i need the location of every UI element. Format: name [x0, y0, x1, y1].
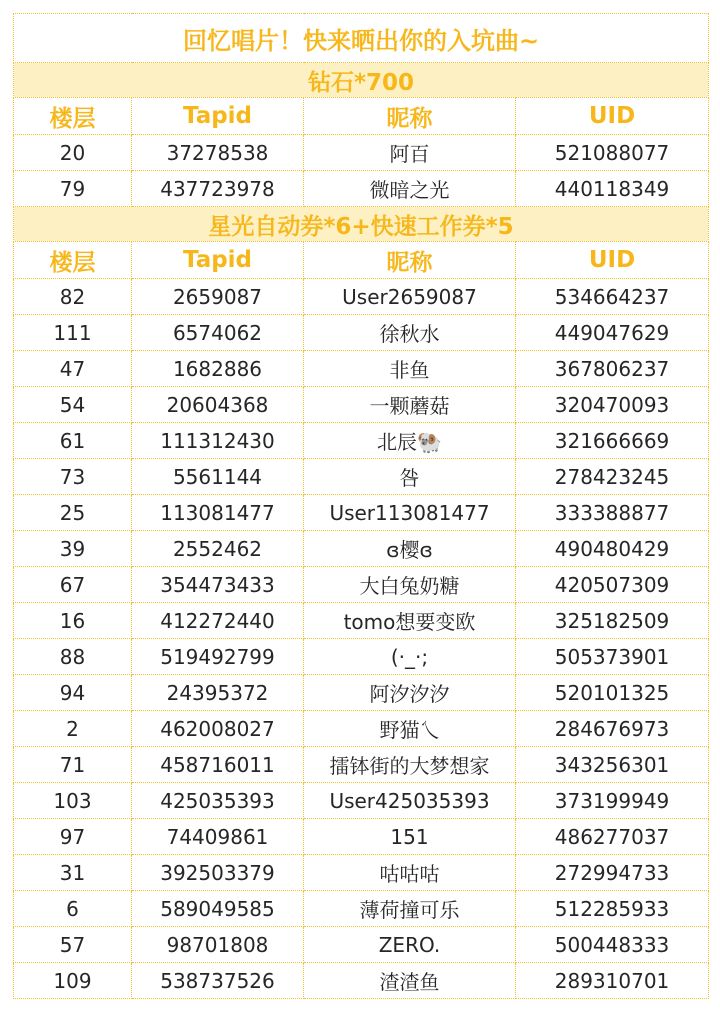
nickname-cell: 徐秋水 — [304, 315, 516, 351]
tapid-cell: 462008027 — [132, 711, 304, 747]
floor-cell: 71 — [14, 747, 132, 783]
prize-row — [14, 207, 709, 242]
table-row — [14, 459, 709, 495]
table-row — [14, 135, 709, 171]
nickname-cell: 大白兔奶糖 — [304, 567, 516, 603]
uid-cell: 289310701 — [516, 963, 709, 999]
header-nickname: 昵称 — [304, 242, 516, 279]
uid-cell: 490480429 — [516, 531, 709, 567]
floor-cell: 79 — [14, 171, 132, 207]
uid-cell: 521088077 — [516, 135, 709, 171]
header-row — [14, 242, 709, 279]
nickname-cell: 阿百 — [304, 135, 516, 171]
nickname-cell: tomo想要变欧 — [304, 603, 516, 639]
tapid-cell: 437723978 — [132, 171, 304, 207]
tapid-cell: 354473433 — [132, 567, 304, 603]
table-row — [14, 351, 709, 387]
table-row — [14, 567, 709, 603]
tapid-cell: 412272440 — [132, 603, 304, 639]
title-row — [14, 14, 709, 63]
tapid-cell: 37278538 — [132, 135, 304, 171]
winners-table — [13, 13, 709, 999]
winners-sheet — [13, 13, 708, 999]
header-floor: 楼层 — [14, 242, 132, 279]
nickname-cell: 北辰🐏 — [304, 423, 516, 459]
uid-cell: 512285933 — [516, 891, 709, 927]
nickname-cell: 渣渣鱼 — [304, 963, 516, 999]
nickname-cell: 阿汐汐汐 — [304, 675, 516, 711]
nickname-cell: 一颗蘑菇 — [304, 387, 516, 423]
table-row — [14, 495, 709, 531]
table-row — [14, 387, 709, 423]
nickname-cell: User113081477 — [304, 495, 516, 531]
table-row — [14, 747, 709, 783]
floor-cell: 39 — [14, 531, 132, 567]
table-row — [14, 963, 709, 999]
table-row — [14, 531, 709, 567]
floor-cell: 57 — [14, 927, 132, 963]
tapid-cell: 1682886 — [132, 351, 304, 387]
floor-cell: 61 — [14, 423, 132, 459]
tapid-cell: 111312430 — [132, 423, 304, 459]
nickname-cell: 薄荷撞可乐 — [304, 891, 516, 927]
uid-cell: 278423245 — [516, 459, 709, 495]
tapid-cell: 5561144 — [132, 459, 304, 495]
header-tapid: Tapid — [132, 98, 304, 135]
tapid-cell: 2552462 — [132, 531, 304, 567]
floor-cell: 67 — [14, 567, 132, 603]
tapid-cell: 538737526 — [132, 963, 304, 999]
prize-row — [14, 63, 709, 98]
uid-cell: 449047629 — [516, 315, 709, 351]
prize-label: 钻石*700 — [14, 63, 709, 98]
table-row — [14, 927, 709, 963]
uid-cell: 343256301 — [516, 747, 709, 783]
nickname-cell: User425035393 — [304, 783, 516, 819]
table-row — [14, 783, 709, 819]
uid-cell: 321666669 — [516, 423, 709, 459]
tapid-cell: 113081477 — [132, 495, 304, 531]
nickname-cell: 咎 — [304, 459, 516, 495]
uid-cell: 320470093 — [516, 387, 709, 423]
table-row — [14, 639, 709, 675]
uid-cell: 486277037 — [516, 819, 709, 855]
nickname-cell: 擂钵街的大梦想家 — [304, 747, 516, 783]
header-nickname: 昵称 — [304, 98, 516, 135]
floor-cell: 47 — [14, 351, 132, 387]
floor-cell: 25 — [14, 495, 132, 531]
table-row — [14, 891, 709, 927]
tapid-cell: 6574062 — [132, 315, 304, 351]
floor-cell: 54 — [14, 387, 132, 423]
floor-cell: 73 — [14, 459, 132, 495]
tapid-cell: 519492799 — [132, 639, 304, 675]
nickname-cell: 野猫乀 — [304, 711, 516, 747]
nickname-cell: 非鱼 — [304, 351, 516, 387]
tapid-cell: 2659087 — [132, 279, 304, 315]
nickname-cell: ZERO. — [304, 927, 516, 963]
tapid-cell: 425035393 — [132, 783, 304, 819]
uid-cell: 325182509 — [516, 603, 709, 639]
header-uid: UID — [516, 242, 709, 279]
header-row — [14, 98, 709, 135]
uid-cell: 534664237 — [516, 279, 709, 315]
table-row — [14, 711, 709, 747]
uid-cell: 420507309 — [516, 567, 709, 603]
floor-cell: 109 — [14, 963, 132, 999]
table-row — [14, 603, 709, 639]
header-uid: UID — [516, 98, 709, 135]
floor-cell: 2 — [14, 711, 132, 747]
table-row — [14, 315, 709, 351]
nickname-cell: 151 — [304, 819, 516, 855]
nickname-cell: (·_·; — [304, 639, 516, 675]
uid-cell: 440118349 — [516, 171, 709, 207]
header-floor: 楼层 — [14, 98, 132, 135]
floor-cell: 31 — [14, 855, 132, 891]
floor-cell: 82 — [14, 279, 132, 315]
table-row — [14, 819, 709, 855]
table-row — [14, 279, 709, 315]
floor-cell: 97 — [14, 819, 132, 855]
table-row — [14, 675, 709, 711]
tapid-cell: 20604368 — [132, 387, 304, 423]
tapid-cell: 589049585 — [132, 891, 304, 927]
uid-cell: 367806237 — [516, 351, 709, 387]
tapid-cell: 74409861 — [132, 819, 304, 855]
nickname-cell: 咕咕咕 — [304, 855, 516, 891]
tapid-cell: 98701808 — [132, 927, 304, 963]
table-row — [14, 423, 709, 459]
header-tapid: Tapid — [132, 242, 304, 279]
uid-cell: 284676973 — [516, 711, 709, 747]
floor-cell: 94 — [14, 675, 132, 711]
uid-cell: 373199949 — [516, 783, 709, 819]
table-row — [14, 171, 709, 207]
tapid-cell: 24395372 — [132, 675, 304, 711]
floor-cell: 88 — [14, 639, 132, 675]
uid-cell: 500448333 — [516, 927, 709, 963]
floor-cell: 6 — [14, 891, 132, 927]
floor-cell: 111 — [14, 315, 132, 351]
sheet-title: 回忆唱片！快来晒出你的入坑曲~ — [14, 14, 709, 63]
tapid-cell: 392503379 — [132, 855, 304, 891]
floor-cell: 103 — [14, 783, 132, 819]
uid-cell: 333388877 — [516, 495, 709, 531]
uid-cell: 272994733 — [516, 855, 709, 891]
floor-cell: 16 — [14, 603, 132, 639]
uid-cell: 520101325 — [516, 675, 709, 711]
prize-label: 星光自动券*6+快速工作券*5 — [14, 207, 709, 242]
table-row — [14, 855, 709, 891]
uid-cell: 505373901 — [516, 639, 709, 675]
floor-cell: 20 — [14, 135, 132, 171]
nickname-cell: 微暗之光 — [304, 171, 516, 207]
tapid-cell: 458716011 — [132, 747, 304, 783]
nickname-cell: ɞ樱ɞ — [304, 531, 516, 567]
nickname-cell: User2659087 — [304, 279, 516, 315]
